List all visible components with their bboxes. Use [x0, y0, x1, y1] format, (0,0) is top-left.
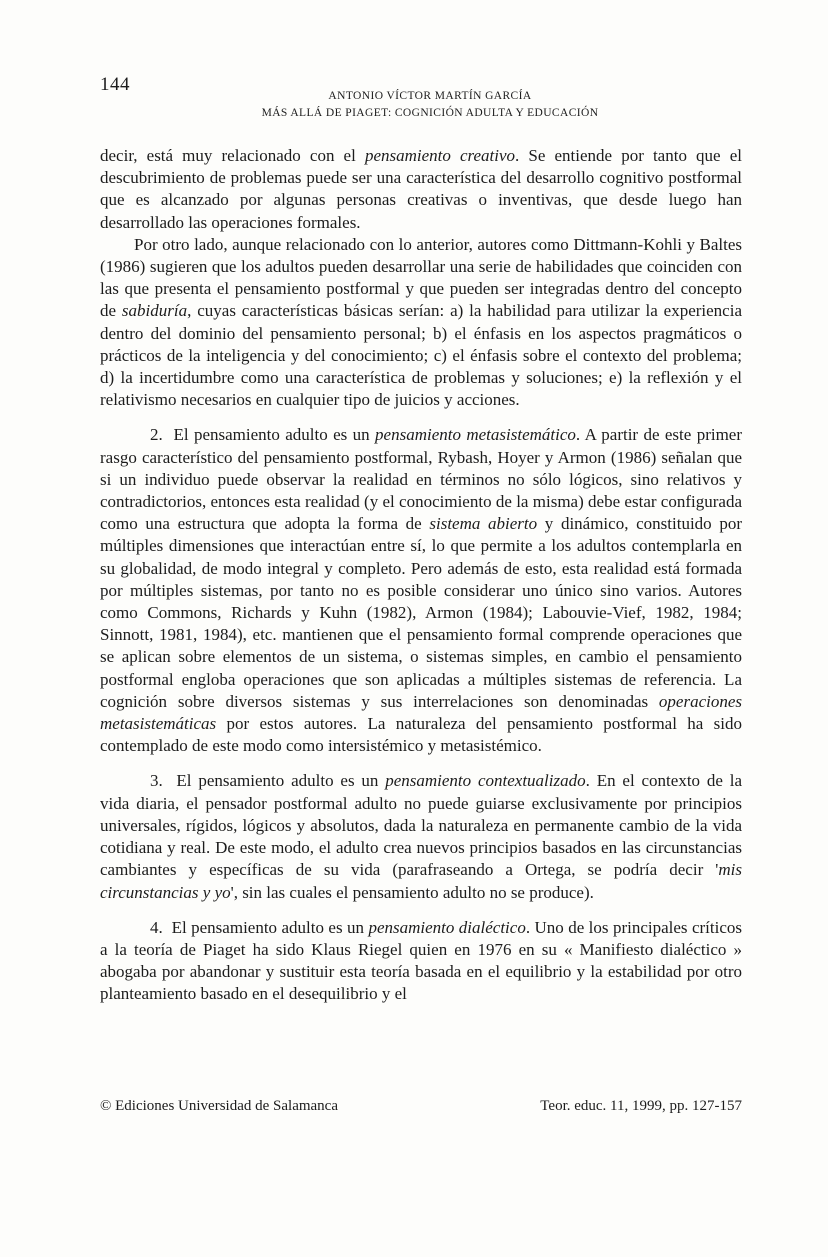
- italic-text-run: sabiduría: [121, 301, 188, 321]
- italic-text-run: sistema abierto: [429, 514, 538, 534]
- italic-text-run: pensamiento dialéctico: [368, 917, 526, 937]
- text-run: y dinámico, constituido por múltiples dimensiones que interactúan entre sí, lo que permite a los adultos contemplarla en su globalidad, de modo integral y completo. Pero además de esto, esta realidad está formada por múltiples sistemas, por tanto no es posible considerar uno único sino varios. Autores como Commons, Richards y Kuhn (1982), Armon (1984); Labouvie-Vief, 1982, 1984; Sinnott, 1981, 1984), etc. mantienen que el pensamiento formal comprende operaciones que se aplican sobre elementos de un sistema, o sistemas simples, en cambio el pensamiento postformal engloba operaciones que son aplicadas a múltiples sistemas de referencia. La cognición sobre diversos sistemas y sus interrelaciones son denominadas: [100, 514, 742, 711]
- document-body: [100, 145, 742, 1006]
- text-run: por estos autores. La naturaleza del pensamiento postformal ha sido contemplado de este modo como intersistémico y metasistémico.: [100, 714, 742, 756]
- text-run: 3. El pensamiento adulto es un: [150, 771, 386, 791]
- text-run: 4. El pensamiento adulto es un: [150, 917, 369, 937]
- footer-journal-citation: Teor. educ. 11, 1999, pp. 127-157: [540, 1098, 742, 1114]
- text-run: 2. El pensamiento adulto es un: [150, 425, 376, 445]
- italic-text-run: pensamiento creativo: [364, 146, 516, 165]
- paragraph: [100, 145, 742, 234]
- page-footer: [100, 1098, 742, 1115]
- text-run: ', sin las cuales el pensamiento adulto no se produce).: [230, 882, 594, 902]
- text-run: decir, está muy relacionado con el: [100, 146, 365, 165]
- running-head: [100, 88, 760, 122]
- text-run: , cuyas características básicas serían: a) la habilidad para utilizar la experiencia dentro del dominio del pensamiento personal; b) el énfasis en los aspectos pragmáticos o prácticos de la inteligencia y del conocimiento; c) el énfasis sobre el contexto del problema; d) la incertidumbre como una característica de problemas y soluciones; e) la reflexión y el relativismo necesarios en cualquier tipo de juicios y acciones.: [100, 301, 742, 410]
- paragraph: [100, 424, 742, 757]
- text-run: . Se entiende por tanto que el descubrimiento de problemas puede ser una característica del desarrollo cognitivo postformal que es alcanzado por algunas personas creativas o inventivas, que desde luego han desarrollado las operaciones formales.: [100, 146, 742, 232]
- text-run: . A partir de este primer rasgo característico del pensamiento postformal, Rybash, Hoyer y Armon (1986) señalan que si un individuo puede observar la realidad en términos no sólo lógicos, sino relativos y contradictorios, entonces esta realidad (y el conocimiento de la misma) debe estar configurada como una estructura que adopta la forma de: [100, 425, 743, 534]
- italic-text-run: pensamiento contextualizado: [385, 771, 586, 791]
- running-head-author: ANTONIO VÍCTOR MARTÍN GARCÍA: [328, 90, 532, 102]
- italic-text-run: mis circunstancias y yo: [100, 860, 742, 902]
- text-run: . En el contexto de la vida diaria, el pensador postformal adulto no puede guiarse exclusivamente por principios universales, rígidos, lógicos y absolutos, dada la naturaleza en permanente cambio de la vida cotidiana y real. De este modo, el adulto crea nuevos principios basados en las circunstancias cambiantes y específicas de su vida (parafraseando a Ortega, se podría decir ': [100, 771, 743, 880]
- paragraph: [100, 234, 742, 412]
- paragraph: [100, 917, 742, 1006]
- italic-text-run: pensamiento metasistemático: [375, 425, 576, 445]
- page-number: 144: [100, 74, 130, 95]
- running-head-title: MÁS ALLÁ DE PIAGET: COGNICIÓN ADULTA Y EDUCACIÓN: [261, 107, 599, 119]
- italic-text-run: operaciones metasistemáticas: [100, 691, 742, 734]
- text-run: . Uno de los principales críticos a la teoría de Piaget ha sido Klaus Riegel quien en 1976 en su « Manifiesto dialéctico » abogaba por abandonar y sustituir esta teoría basada en el equilibrio y la estabilidad por otro planteamiento basado en el desequilibrio y el: [100, 917, 742, 1004]
- footer-publisher: © Ediciones Universidad de Salamanca: [100, 1098, 338, 1114]
- paragraph: [100, 770, 742, 903]
- text-run: Por otro lado, aunque relacionado con lo anterior, autores como Dittmann-Kohli y Baltes (1986) sugieren que los adultos pueden desarrollar una serie de habilidades que coinciden con las que presenta el pensamiento postformal y que pueden ser integradas dentro del concepto de: [100, 234, 742, 321]
